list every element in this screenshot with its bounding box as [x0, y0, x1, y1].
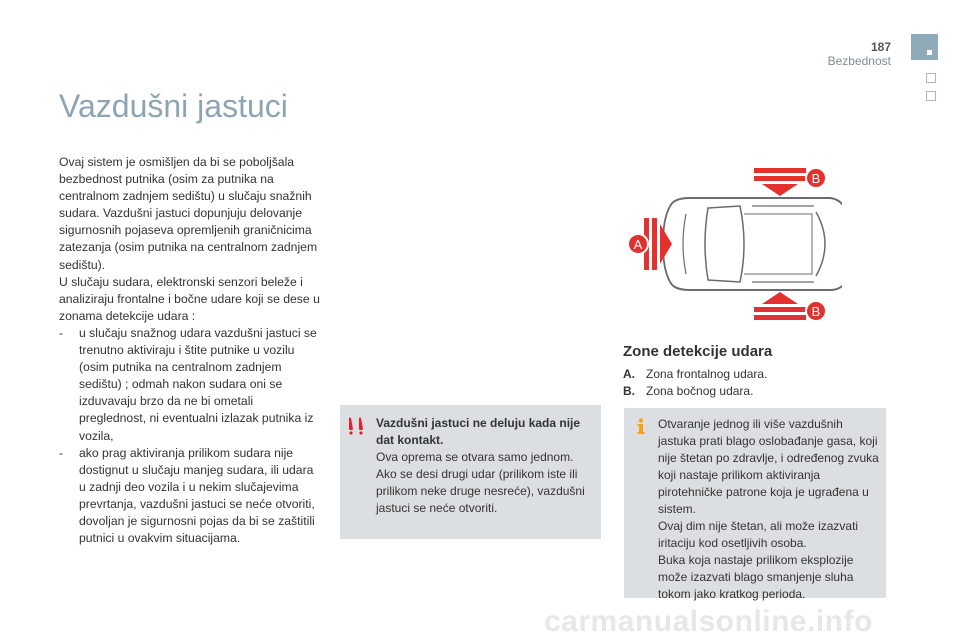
page-number: 187 — [870, 40, 891, 54]
info-paragraph: Otvaranje jednog ili više vazdušnih jastuka prati blago oslobađanje gasa, koji nije štetan po zdravlje, i određenog zvuka koji nastaje prilikom aktiviranja pirotehničke patrone koja je ugrađena u sistem. — [658, 417, 879, 516]
list-item — [59, 325, 321, 445]
info-paragraph: Buka koja nastaje prilikom eksplozije može izazvati blago smanjenje sluha tokom jako kratkog perioda. — [658, 553, 854, 601]
page-title: Vazdušni jastuci — [59, 88, 288, 124]
zones-heading: Zone detekcije udara — [623, 343, 773, 360]
warning-text — [376, 415, 594, 517]
zone-item — [623, 383, 767, 400]
zone-list — [623, 366, 767, 400]
warning-icon — [346, 417, 366, 435]
side-impact-arrows-top — [754, 168, 806, 196]
outline-square-marker — [926, 91, 936, 101]
intro-paragraph: Ovaj sistem je osmišljen da bi se poboljšala bezbednost putnika (osim za putnika na centralnom zadnjem sedištu) u slučaju snažnih sudara. Vazdušni jastuci dopunjuju delovanje sigurnosnih pojaseva opremljenih graničnicima zatezanja (osim putnika na centralnom zadnjem sedištu). — [59, 155, 318, 272]
info-icon — [632, 417, 650, 435]
car-impact-diagram — [622, 160, 842, 328]
side-impact-arrows-bottom — [754, 292, 806, 320]
list-item — [59, 445, 321, 548]
zone-letter: A. — [623, 367, 635, 381]
zone-text: Zona frontalnog udara. — [646, 367, 768, 381]
intro-text — [59, 154, 321, 547]
zone-b-bottom-label: B — [811, 304, 821, 319]
section-tab-marker — [911, 34, 938, 60]
watermark: carmanualsonline.info — [544, 605, 873, 638]
car-outline — [663, 198, 842, 290]
list-dash: - — [59, 445, 64, 460]
zone-letter: B. — [623, 384, 635, 398]
list-item-text: u slučaju snažnog udara vazdušni jastuci se trenutno aktiviraju i štite putnike u vozilu (osim putnika na centralnom zadnjem sedištu) ; odmah nakon sudara oni se izduvavaju brzo da ne bi ometali preglednost, ni eventualni izlazak putnika iz vozila, — [79, 325, 317, 443]
zone-item — [623, 366, 767, 383]
section-name: Bezbednost — [827, 54, 891, 68]
info-box — [624, 408, 886, 601]
warning-body-text: Ova oprema se otvara samo jednom. Ako se desi drugi udar (prilikom iste ili prilikom neke druge nesreće), vazdušni jastuci se neće otvoriti. — [376, 450, 585, 515]
outline-square-marker — [926, 73, 936, 83]
info-text — [658, 416, 880, 603]
warning-box — [340, 405, 601, 539]
zone-text: Zona bočnog udara. — [646, 384, 754, 398]
zone-b-top-label: B — [811, 171, 821, 186]
info-paragraph: Ovaj dim nije štetan, ali može izazvati iritaciju kod osetljivih osoba. — [658, 519, 859, 550]
intro-paragraph: U slučaju sudara, elektronski senzori beleže i analiziraju frontalne i bočne udare koji se dese u zonama detekcije udara : — [59, 274, 320, 323]
zone-a-label: A — [633, 237, 643, 252]
list-item-text: ako prag aktiviranja prilikom sudara nije dostignut u slučaju manjeg sudara, ili udara u zadnji deo vozila i u nekim slučajevima prevrtanja, vazdušni jastuci se neće otvoriti, dovoljan je sigurnosni pojas da bi se zaštitili putnici u ovakvim situacijama. — [79, 445, 315, 546]
list-dash: - — [59, 325, 64, 340]
warning-bold-text: Vazdušni jastuci ne deluju kada nije dat kontakt. — [376, 416, 581, 447]
